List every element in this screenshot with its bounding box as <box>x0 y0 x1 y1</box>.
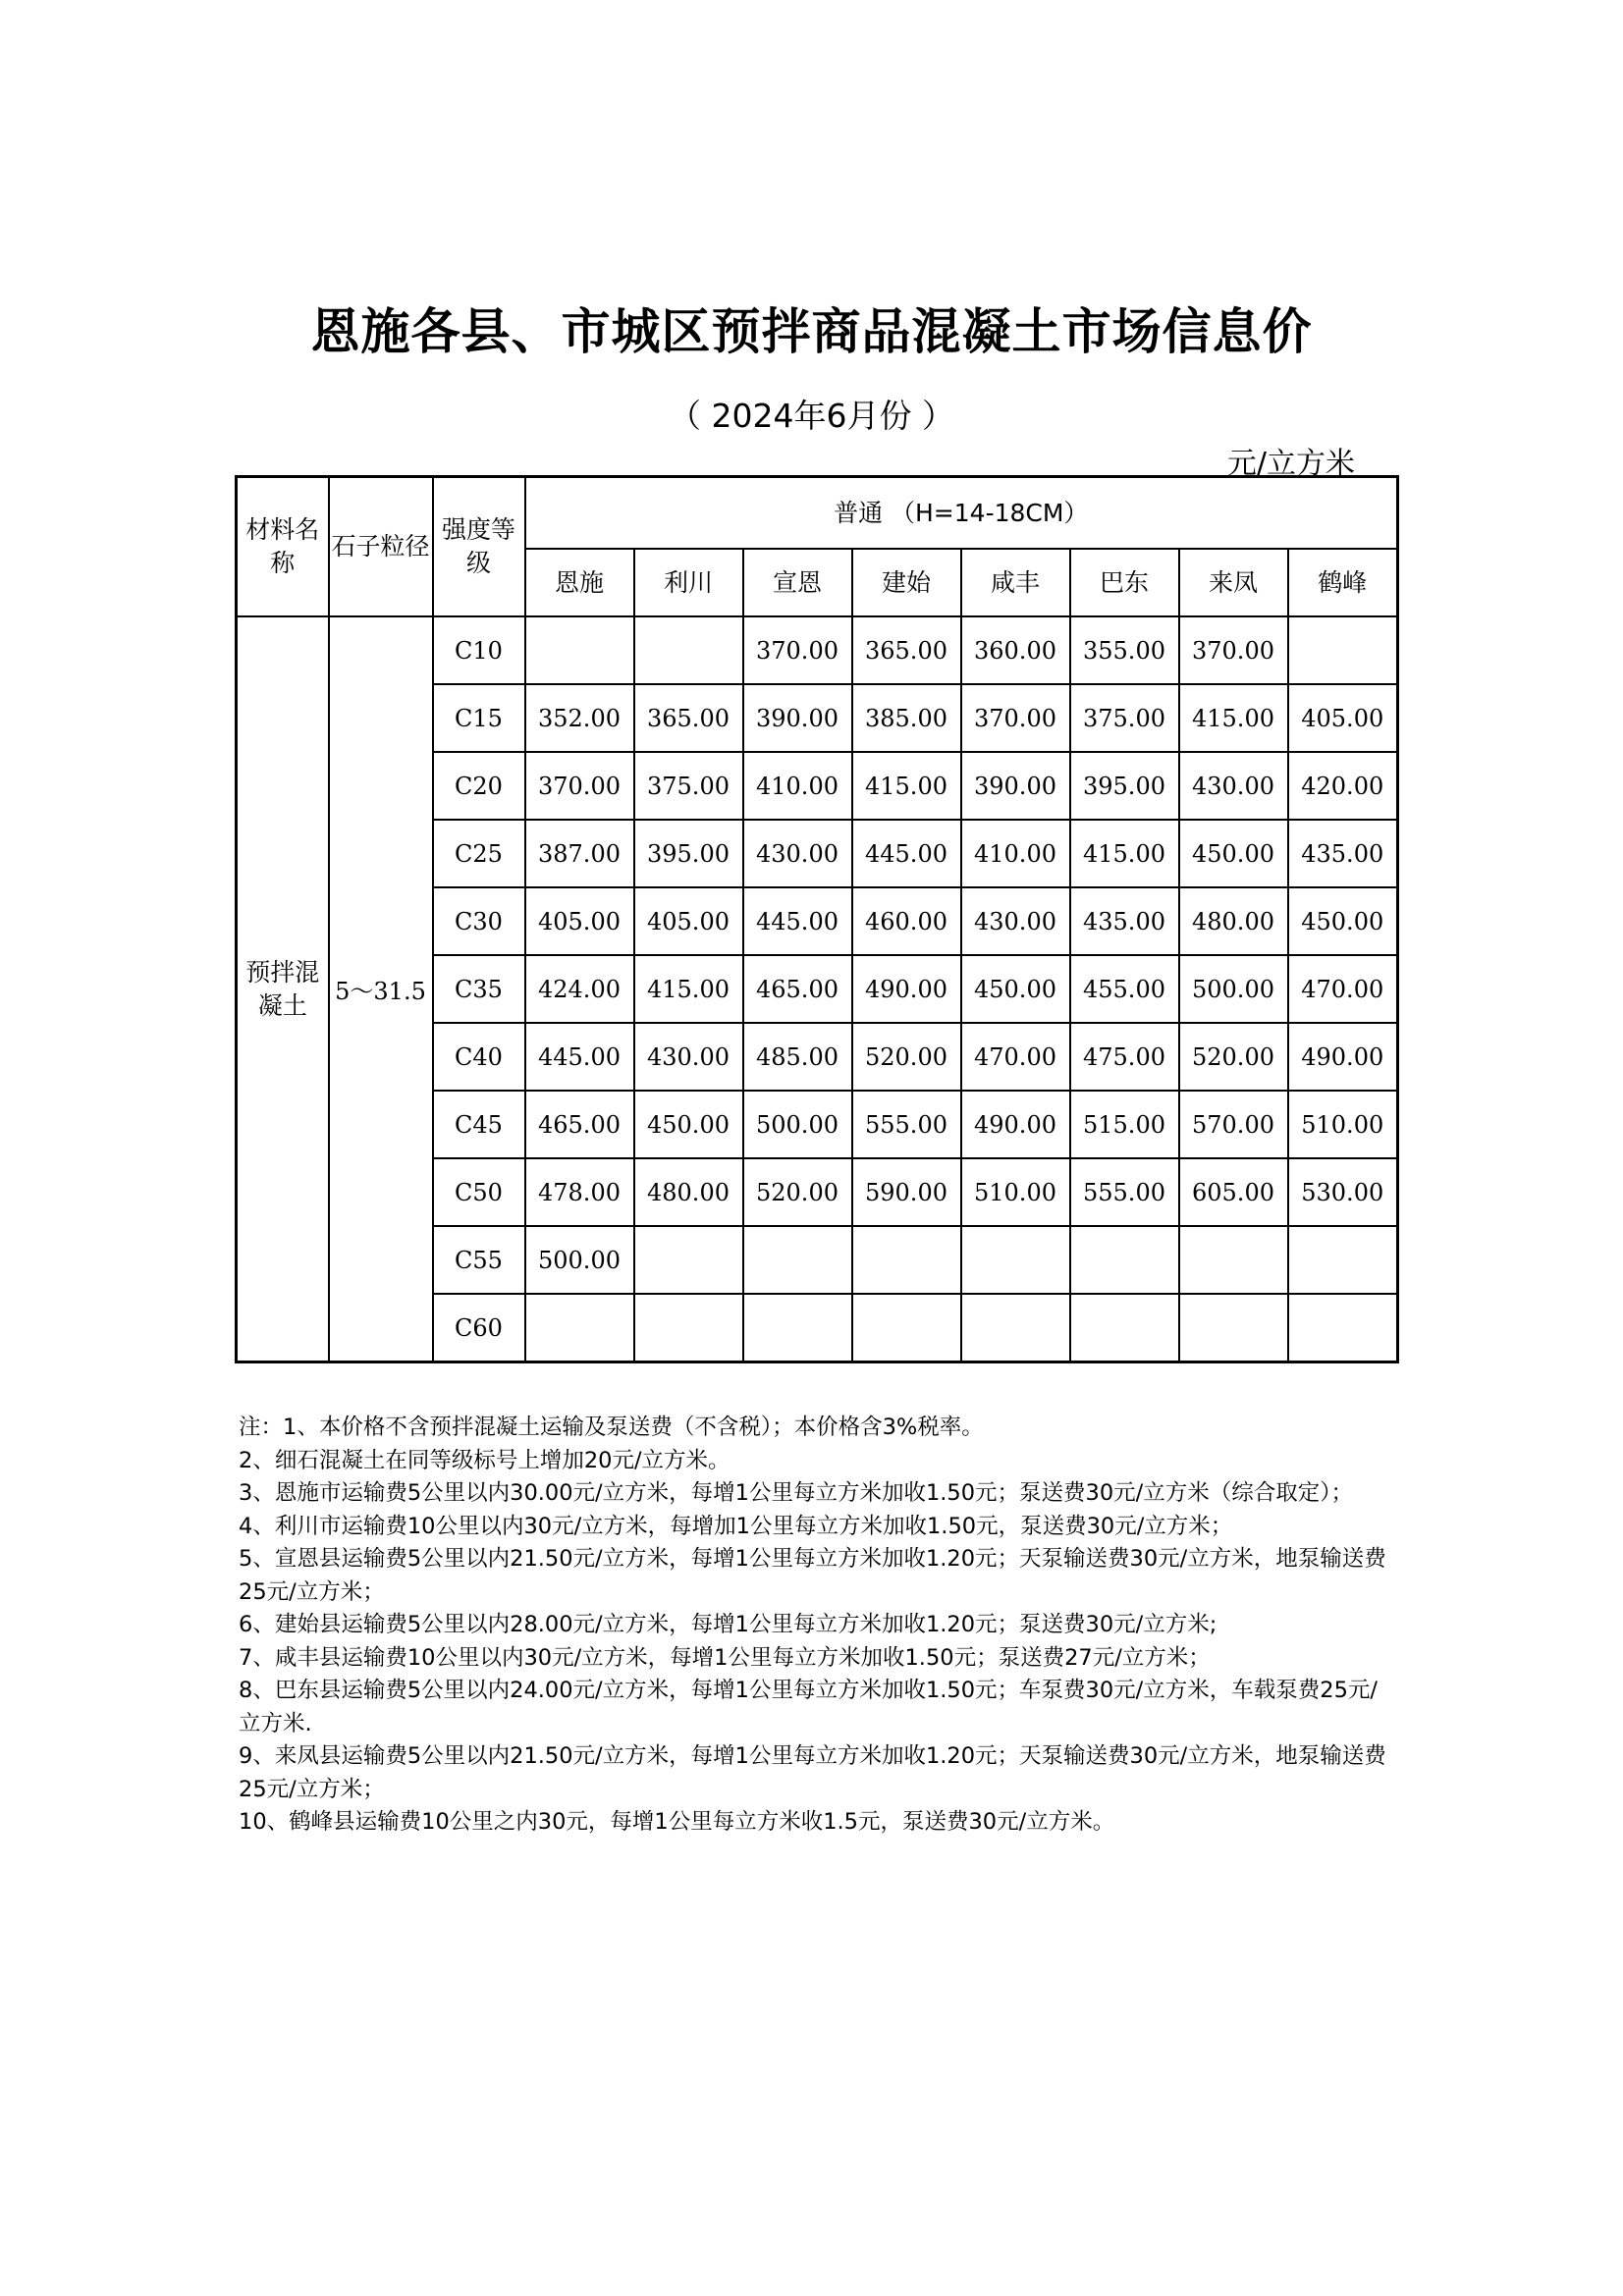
table-header <box>237 477 1398 617</box>
price-cell: 370.00 <box>525 752 634 820</box>
grade-cell: C15 <box>433 684 525 752</box>
price-cell: 395.00 <box>1070 752 1179 820</box>
note-item: 8、巴东县运输费5公里以内24.00元/立方米，每增1公里每立方米加收1.50元；车泵费30元/立方米，车载泵费25元/立方米. <box>239 1678 1378 1736</box>
price-cell: 500.00 <box>743 1091 852 1158</box>
grade-cell: C55 <box>433 1226 525 1294</box>
note-item: 6、建始县运输费5公里以内28.00元/立方米，每增1公里每立方米加收1.20元；泵送费30元/立方米; <box>239 1612 1217 1637</box>
grade-cell: C50 <box>433 1158 525 1226</box>
price-cell: 387.00 <box>525 820 634 887</box>
page-title: 恩施各县、市城区预拌商品混凝土市场信息价 <box>310 303 1313 360</box>
price-cell: 500.00 <box>525 1226 634 1294</box>
price-cell: 445.00 <box>743 887 852 955</box>
note-item: 3、恩施市运输费5公里以内30.00元/立方米，每增1公里每立方米加收1.50元；泵送费30元/立方米（综合取定）； <box>239 1480 1353 1506</box>
header-region: 巴东 <box>1070 549 1179 616</box>
grade-cell: C35 <box>433 955 525 1023</box>
price-cell: 375.00 <box>634 752 743 820</box>
price-cell: 405.00 <box>525 887 634 955</box>
price-cell: 490.00 <box>852 955 961 1023</box>
price-cell: 360.00 <box>961 616 1070 684</box>
stone-size-cell: 5～31.5 <box>329 616 433 1362</box>
price-cell: 370.00 <box>743 616 852 684</box>
table-row <box>237 616 1398 684</box>
price-cell: 515.00 <box>1070 1091 1179 1158</box>
price-cell <box>1288 1226 1398 1294</box>
price-cell: 465.00 <box>743 955 852 1023</box>
grade-cell: C45 <box>433 1091 525 1158</box>
price-cell: 395.00 <box>634 820 743 887</box>
price-cell: 430.00 <box>634 1023 743 1091</box>
price-cell <box>743 1226 852 1294</box>
price-cell <box>743 1294 852 1362</box>
price-cell <box>634 1294 743 1362</box>
price-cell: 520.00 <box>1179 1023 1288 1091</box>
price-cell: 430.00 <box>743 820 852 887</box>
price-cell: 390.00 <box>961 752 1070 820</box>
note-item: 9、来凤县运输费5公里以内21.50元/立方米，每增1公里每立方米加收1.20元；天泵输送费30元/立方米，地泵输送费25元/立方米； <box>239 1743 1386 1802</box>
price-cell: 475.00 <box>1070 1023 1179 1091</box>
table-body <box>237 616 1398 1362</box>
header-region: 来凤 <box>1179 549 1288 616</box>
price-cell: 352.00 <box>525 684 634 752</box>
grade-cell: C25 <box>433 820 525 887</box>
header-region: 利川 <box>634 549 743 616</box>
price-cell: 405.00 <box>1288 684 1398 752</box>
price-cell: 470.00 <box>1288 955 1398 1023</box>
grade-cell: C60 <box>433 1294 525 1362</box>
price-cell: 370.00 <box>961 684 1070 752</box>
price-cell: 450.00 <box>1179 820 1288 887</box>
price-table <box>235 475 1399 1363</box>
note-item: 注：1、本价格不含预拌混凝土运输及泵送费（不含税）；本价格含3%税率。 <box>239 1415 984 1440</box>
price-cell: 480.00 <box>1179 887 1288 955</box>
price-cell: 605.00 <box>1179 1158 1288 1226</box>
period-subtitle: （ 2024年6月份 ） <box>669 397 954 435</box>
price-cell <box>961 1294 1070 1362</box>
price-cell: 420.00 <box>1288 752 1398 820</box>
material-name-cell: 预拌混凝土 <box>237 616 329 1362</box>
price-cell: 490.00 <box>1288 1023 1398 1091</box>
header-region: 恩施 <box>525 549 634 616</box>
grade-cell: C40 <box>433 1023 525 1091</box>
price-cell <box>1179 1226 1288 1294</box>
price-cell: 365.00 <box>634 684 743 752</box>
note-item: 2、细石混凝土在同等级标号上增加20元/立方米。 <box>239 1447 730 1473</box>
price-cell: 410.00 <box>743 752 852 820</box>
price-cell <box>1288 616 1398 684</box>
price-cell: 450.00 <box>961 955 1070 1023</box>
price-cell: 445.00 <box>852 820 961 887</box>
price-cell: 430.00 <box>1179 752 1288 820</box>
price-cell: 490.00 <box>961 1091 1070 1158</box>
price-cell <box>634 616 743 684</box>
price-cell <box>1070 1294 1179 1362</box>
note-item: 7、咸丰县运输费10公里以内30元/立方米，每增1公里每立方米加收1.50元；泵送费27元/立方米； <box>239 1644 1211 1671</box>
price-cell: 500.00 <box>1179 955 1288 1023</box>
price-cell: 570.00 <box>1179 1091 1288 1158</box>
grade-cell: C20 <box>433 752 525 820</box>
price-cell: 390.00 <box>743 684 852 752</box>
price-cell <box>1070 1226 1179 1294</box>
grade-cell: C10 <box>433 616 525 684</box>
note-item: 5、宣恩县运输费5公里以内21.50元/立方米，每增1公里每立方米加收1.20元；天泵输送费30元/立方米，地泵输送费25元/立方米； <box>239 1546 1386 1605</box>
price-cell <box>525 616 634 684</box>
price-cell: 415.00 <box>1179 684 1288 752</box>
price-cell <box>852 1294 961 1362</box>
price-cell: 465.00 <box>525 1091 634 1158</box>
header-stone-size: 石子粒径 <box>329 477 433 617</box>
price-cell: 424.00 <box>525 955 634 1023</box>
header-region: 宣恩 <box>743 549 852 616</box>
price-cell: 385.00 <box>852 684 961 752</box>
price-cell: 455.00 <box>1070 955 1179 1023</box>
price-cell: 470.00 <box>961 1023 1070 1091</box>
price-cell: 485.00 <box>743 1023 852 1091</box>
header-region: 建始 <box>852 549 961 616</box>
unit-label: 元/立方米 <box>1226 447 1355 481</box>
header-grade: 强度等级 <box>433 477 525 617</box>
price-cell <box>852 1226 961 1294</box>
price-cell: 405.00 <box>634 887 743 955</box>
price-cell: 478.00 <box>525 1158 634 1226</box>
grade-cell: C30 <box>433 887 525 955</box>
price-cell: 435.00 <box>1288 820 1398 887</box>
price-cell: 365.00 <box>852 616 961 684</box>
price-cell <box>1288 1294 1398 1362</box>
header-region: 鹤峰 <box>1288 549 1398 616</box>
price-cell: 480.00 <box>634 1158 743 1226</box>
price-cell: 450.00 <box>1288 887 1398 955</box>
notes <box>239 1412 1397 1840</box>
price-cell: 520.00 <box>852 1023 961 1091</box>
price-cell: 410.00 <box>961 820 1070 887</box>
price-cell: 530.00 <box>1288 1158 1398 1226</box>
price-cell: 590.00 <box>852 1158 961 1226</box>
price-cell: 375.00 <box>1070 684 1179 752</box>
price-cell: 415.00 <box>852 752 961 820</box>
price-cell: 520.00 <box>743 1158 852 1226</box>
price-cell: 430.00 <box>961 887 1070 955</box>
price-cell: 450.00 <box>634 1091 743 1158</box>
price-cell: 435.00 <box>1070 887 1179 955</box>
price-cell: 445.00 <box>525 1023 634 1091</box>
price-cell <box>1179 1294 1288 1362</box>
price-cell: 355.00 <box>1070 616 1179 684</box>
note-item: 10、鹤峰县运输费10公里之内30元，每增1公里每立方米收1.5元，泵送费30元/立方米。 <box>239 1809 1115 1835</box>
price-cell: 415.00 <box>634 955 743 1023</box>
price-cell: 415.00 <box>1070 820 1179 887</box>
price-cell: 510.00 <box>1288 1091 1398 1158</box>
price-cell <box>525 1294 634 1362</box>
price-cell: 555.00 <box>1070 1158 1179 1226</box>
price-cell <box>634 1226 743 1294</box>
header-material: 材料名称 <box>237 477 329 617</box>
header-group: 普通 （H=14-18CM） <box>525 477 1398 550</box>
price-cell: 510.00 <box>961 1158 1070 1226</box>
price-cell <box>961 1226 1070 1294</box>
price-cell: 460.00 <box>852 887 961 955</box>
note-item: 4、利川市运输费10公里以内30元/立方米，每增加1公里每立方米加收1.50元，泵送费30元/立方米； <box>239 1513 1233 1539</box>
header-region: 咸丰 <box>961 549 1070 616</box>
price-cell: 555.00 <box>852 1091 961 1158</box>
price-cell: 370.00 <box>1179 616 1288 684</box>
